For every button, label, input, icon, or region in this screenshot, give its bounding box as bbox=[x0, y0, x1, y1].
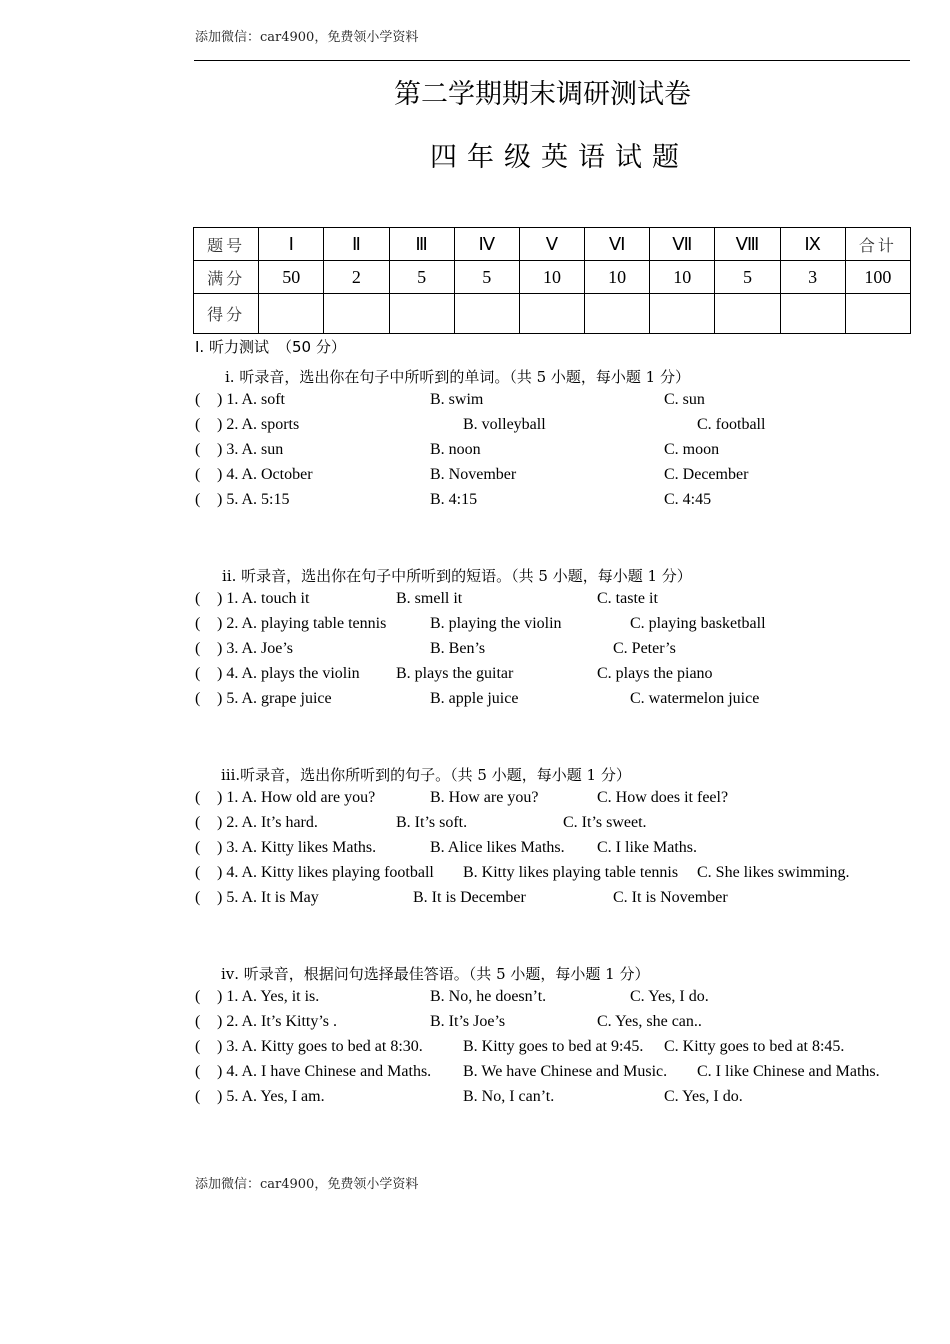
table-cell: 5 bbox=[454, 261, 519, 294]
table-cell: 10 bbox=[585, 261, 650, 294]
option-b: B. It’s soft. bbox=[396, 814, 468, 831]
table-cell: Ⅴ bbox=[519, 228, 584, 261]
part-instruction: ⅳ. 听录音，根据问句选择最佳答语。（共 5 小题，每小题 1 分） bbox=[221, 965, 650, 983]
score-input-cell[interactable] bbox=[324, 294, 389, 334]
table-cell: Ⅱ bbox=[324, 228, 389, 261]
option-c: C. sun bbox=[664, 391, 705, 408]
part-instruction: ⅰ. 听录音，选出你在句子中所听到的单词。（共 5 小题，每小题 1 分） bbox=[225, 368, 690, 386]
option-a: ) 3. A. Kitty goes to bed at 8:30. bbox=[217, 1038, 423, 1055]
option-b: B. noon bbox=[430, 441, 481, 458]
option-c: C. playing basketball bbox=[630, 615, 766, 632]
score-table bbox=[193, 227, 911, 334]
option-a: ) 1. A. How old are you? bbox=[217, 789, 376, 806]
option-b: B. plays the guitar bbox=[396, 665, 514, 682]
answer-bracket[interactable]: ( bbox=[195, 690, 201, 707]
score-table-row-number bbox=[194, 228, 911, 261]
option-b: B. It is December bbox=[413, 889, 526, 906]
option-c: C. taste it bbox=[597, 590, 658, 607]
table-cell: 得分 bbox=[194, 294, 259, 334]
option-a: ) 2. A. playing table tennis bbox=[217, 615, 387, 632]
option-c: C. December bbox=[664, 466, 749, 483]
option-b: B. We have Chinese and Music. bbox=[463, 1063, 668, 1080]
table-cell: Ⅲ bbox=[389, 228, 454, 261]
option-b: B. No, I can’t. bbox=[463, 1088, 555, 1105]
answer-bracket[interactable]: ( bbox=[195, 1088, 201, 1105]
option-c: C. How does it feel? bbox=[597, 789, 729, 806]
answer-bracket[interactable]: ( bbox=[195, 640, 201, 657]
answer-bracket[interactable]: ( bbox=[195, 1013, 201, 1030]
table-cell: 10 bbox=[519, 261, 584, 294]
option-a: ) 5. A. It is May bbox=[217, 889, 319, 906]
option-c: C. football bbox=[697, 416, 766, 433]
section-title-text: I. 听力测试 bbox=[195, 338, 269, 356]
option-c: C. I like Chinese and Maths. bbox=[697, 1063, 880, 1080]
option-b: B. It’s Joe’s bbox=[430, 1013, 506, 1030]
table-cell: Ⅸ bbox=[780, 228, 845, 261]
option-b: B. swim bbox=[430, 391, 484, 408]
option-c: C. plays the piano bbox=[597, 665, 713, 682]
header-note: 添加微信：car4900，免费领小学资料 bbox=[195, 30, 419, 45]
option-b: B. How are you? bbox=[430, 789, 539, 806]
score-table-row-full bbox=[194, 261, 911, 294]
table-cell: 合计 bbox=[845, 228, 910, 261]
option-b: B. volleyball bbox=[463, 416, 546, 433]
option-b: B. playing the violin bbox=[430, 615, 562, 632]
option-b: B. Kitty likes playing table tennis bbox=[463, 864, 679, 881]
answer-bracket[interactable]: ( bbox=[195, 590, 201, 607]
answer-bracket[interactable]: ( bbox=[195, 491, 201, 508]
option-a: ) 2. A. sports bbox=[217, 416, 300, 433]
answer-bracket[interactable]: ( bbox=[195, 839, 201, 856]
table-cell: 题号 bbox=[194, 228, 259, 261]
option-a: ) 3. A. Kitty likes Maths. bbox=[217, 839, 377, 856]
table-cell: Ⅰ bbox=[259, 228, 324, 261]
option-a: ) 4. A. October bbox=[217, 466, 313, 483]
score-input-cell[interactable] bbox=[389, 294, 454, 334]
table-cell: 满分 bbox=[194, 261, 259, 294]
answer-bracket[interactable]: ( bbox=[195, 391, 201, 408]
option-c: C. It is November bbox=[613, 889, 728, 906]
option-b: B. apple juice bbox=[430, 690, 519, 707]
answer-bracket[interactable]: ( bbox=[195, 615, 201, 632]
option-c: C. She likes swimming. bbox=[697, 864, 850, 881]
header-rule bbox=[194, 60, 910, 61]
table-cell: Ⅵ bbox=[585, 228, 650, 261]
option-a: ) 4. A. I have Chinese and Maths. bbox=[217, 1063, 432, 1080]
answer-bracket[interactable]: ( bbox=[195, 814, 201, 831]
option-a: ) 1. A. touch it bbox=[217, 590, 310, 607]
table-cell: 100 bbox=[845, 261, 910, 294]
answer-bracket[interactable]: ( bbox=[195, 466, 201, 483]
option-a: ) 3. A. Joe’s bbox=[217, 640, 293, 657]
option-a: ) 4. A. Kitty likes playing football bbox=[217, 864, 434, 881]
section-title bbox=[195, 336, 346, 357]
option-a: ) 2. A. It’s hard. bbox=[217, 814, 318, 831]
option-b: B. smell it bbox=[396, 590, 463, 607]
option-b: B. No, he doesn’t. bbox=[430, 988, 547, 1005]
option-c: C. Yes, I do. bbox=[630, 988, 709, 1005]
option-b: B. November bbox=[430, 466, 517, 483]
option-a: ) 5. A. 5:15 bbox=[217, 491, 290, 508]
option-a: ) 4. A. plays the violin bbox=[217, 665, 360, 682]
option-b: B. Kitty goes to bed at 9:45. bbox=[463, 1038, 644, 1055]
option-c: C. Kitty goes to bed at 8:45. bbox=[664, 1038, 845, 1055]
option-a: ) 5. A. grape juice bbox=[217, 690, 332, 707]
option-b: B. Ben’s bbox=[430, 640, 486, 657]
part-instruction: ⅲ.听录音，选出你所听到的句子。（共 5 小题，每小题 1 分） bbox=[221, 766, 631, 784]
option-c: C. moon bbox=[664, 441, 720, 458]
score-input-cell[interactable] bbox=[715, 294, 780, 334]
option-a: ) 2. A. It’s Kitty’s . bbox=[217, 1013, 338, 1030]
option-a: ) 1. A. soft bbox=[217, 391, 285, 408]
score-input-cell[interactable] bbox=[519, 294, 584, 334]
score-input-cell[interactable] bbox=[259, 294, 324, 334]
option-c: C. watermelon juice bbox=[630, 690, 760, 707]
table-cell: 2 bbox=[324, 261, 389, 294]
table-cell: 50 bbox=[259, 261, 324, 294]
table-cell: 3 bbox=[780, 261, 845, 294]
score-input-cell[interactable] bbox=[845, 294, 910, 334]
table-cell: Ⅷ bbox=[715, 228, 780, 261]
option-c: C. Yes, she can.. bbox=[597, 1013, 702, 1030]
table-cell: 5 bbox=[389, 261, 454, 294]
exam-subtitle: 四年级英语试题 bbox=[430, 142, 689, 173]
table-cell: Ⅳ bbox=[454, 228, 519, 261]
table-cell: 5 bbox=[715, 261, 780, 294]
answer-bracket[interactable]: ( bbox=[195, 416, 201, 433]
score-input-cell[interactable] bbox=[650, 294, 715, 334]
answer-bracket[interactable]: ( bbox=[195, 988, 201, 1005]
part-instruction: ⅱ. 听录音，选出你在句子中所听到的短语。（共 5 小题，每小题 1 分） bbox=[222, 567, 692, 585]
score-input-cell[interactable] bbox=[454, 294, 519, 334]
answer-bracket[interactable]: ( bbox=[195, 889, 201, 906]
option-c: C. It’s sweet. bbox=[563, 814, 647, 831]
footer-note: 添加微信：car4900，免费领小学资料 bbox=[195, 1177, 419, 1192]
table-cell: Ⅶ bbox=[650, 228, 715, 261]
option-c: C. Yes, I do. bbox=[664, 1088, 743, 1105]
answer-bracket[interactable]: ( bbox=[195, 665, 201, 682]
answer-bracket[interactable]: ( bbox=[195, 789, 201, 806]
option-a: ) 5. A. Yes, I am. bbox=[217, 1088, 325, 1105]
section-points: （50 分） bbox=[276, 338, 346, 356]
option-c: C. 4:45 bbox=[664, 491, 712, 508]
option-b: B. Alice likes Maths. bbox=[430, 839, 565, 856]
option-a: ) 1. A. Yes, it is. bbox=[217, 988, 320, 1005]
option-c: C. I like Maths. bbox=[597, 839, 697, 856]
table-cell: 10 bbox=[650, 261, 715, 294]
answer-bracket[interactable]: ( bbox=[195, 1063, 201, 1080]
score-table-row-score bbox=[194, 294, 911, 334]
score-input-cell[interactable] bbox=[585, 294, 650, 334]
option-a: ) 3. A. sun bbox=[217, 441, 284, 458]
answer-bracket[interactable]: ( bbox=[195, 864, 201, 881]
exam-title: 第二学期期末调研测试卷 bbox=[394, 79, 691, 110]
answer-bracket[interactable]: ( bbox=[195, 1038, 201, 1055]
answer-bracket[interactable]: ( bbox=[195, 441, 201, 458]
score-input-cell[interactable] bbox=[780, 294, 845, 334]
option-c: C. Peter’s bbox=[613, 640, 676, 657]
option-b: B. 4:15 bbox=[430, 491, 478, 508]
